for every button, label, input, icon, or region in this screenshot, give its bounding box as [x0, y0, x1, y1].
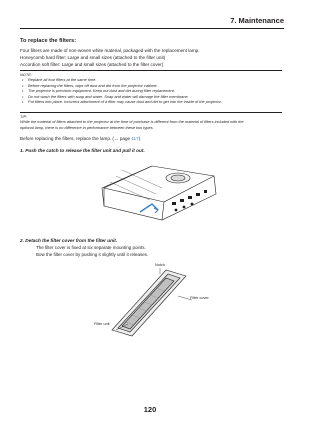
tip-block — [20, 114, 282, 130]
lamp-ref-text: Before replacing the filters, replace the lamp. (→ page — [20, 136, 132, 141]
tip-text: While the material of filters attached to the projector at the time of purchase is different from the material of filters included with the — [20, 119, 244, 125]
notch-label: Notch — [155, 263, 165, 267]
lamp-reference — [20, 136, 140, 143]
filter-unit-label: Filter unit — [94, 322, 110, 326]
page-number: 120 — [143, 405, 157, 414]
lamp-ref-suffix: ) — [138, 136, 141, 141]
note-item: • Do not wash the filters with soap and water. Soap and water will damage the filter membrane. — [28, 94, 282, 99]
tip-text: optional lamp, there is no difference in performance between these two types. — [20, 124, 154, 130]
divider — [20, 70, 282, 71]
filter-illustration — [108, 264, 198, 342]
step-2-title: 2. Detach the filter cover from the filter unit. — [20, 238, 118, 243]
page-header — [20, 16, 284, 29]
divider — [20, 112, 282, 113]
section-title: 7. Maintenance — [230, 16, 284, 25]
section-heading: To replace the filters: — [20, 38, 77, 44]
note-list — [20, 77, 282, 104]
intro-line: Accordion soft filter: Large and small sizes (attached to the filter cover) — [20, 61, 164, 67]
note-block — [20, 72, 282, 104]
tip-label: TIP: — [20, 114, 28, 119]
note-item: • Put filters into place. Incorrect attachment of a filter may cause dust and dirt to get into the inside of the projector. — [28, 99, 282, 104]
step-2-line: The filter cover is fixed at six separate mounting points. — [36, 245, 146, 250]
intro-line: Four filters are made of non-woven white material, packaged with the replacement lamp. — [20, 48, 200, 53]
note-item: • The projector is precision equipment. Keep out dust and dirt during filter replacement. — [28, 88, 282, 93]
intro-text — [20, 48, 200, 69]
step-1-title: 1. Push the catch to release the filter unit and pull it out. — [20, 148, 145, 153]
filter-cover-label: Filter cover — [190, 296, 209, 300]
projector-illustration — [92, 158, 222, 226]
step-2-text — [36, 245, 148, 259]
note-item: • Replace all four filters at the same time. — [28, 77, 282, 82]
note-label: NOTE: — [20, 72, 32, 77]
note-item: • Before replacing the filters, wipe off dust and dirt from the projector cabinet. — [28, 83, 282, 88]
page-link[interactable]: 117 — [131, 136, 139, 141]
intro-line: Honeycomb hard filter: Large and small sizes (attached to the filter unit) — [20, 54, 166, 60]
step-2-line: Bow the filter cover by pushing it slightly until it releases. — [36, 251, 149, 257]
